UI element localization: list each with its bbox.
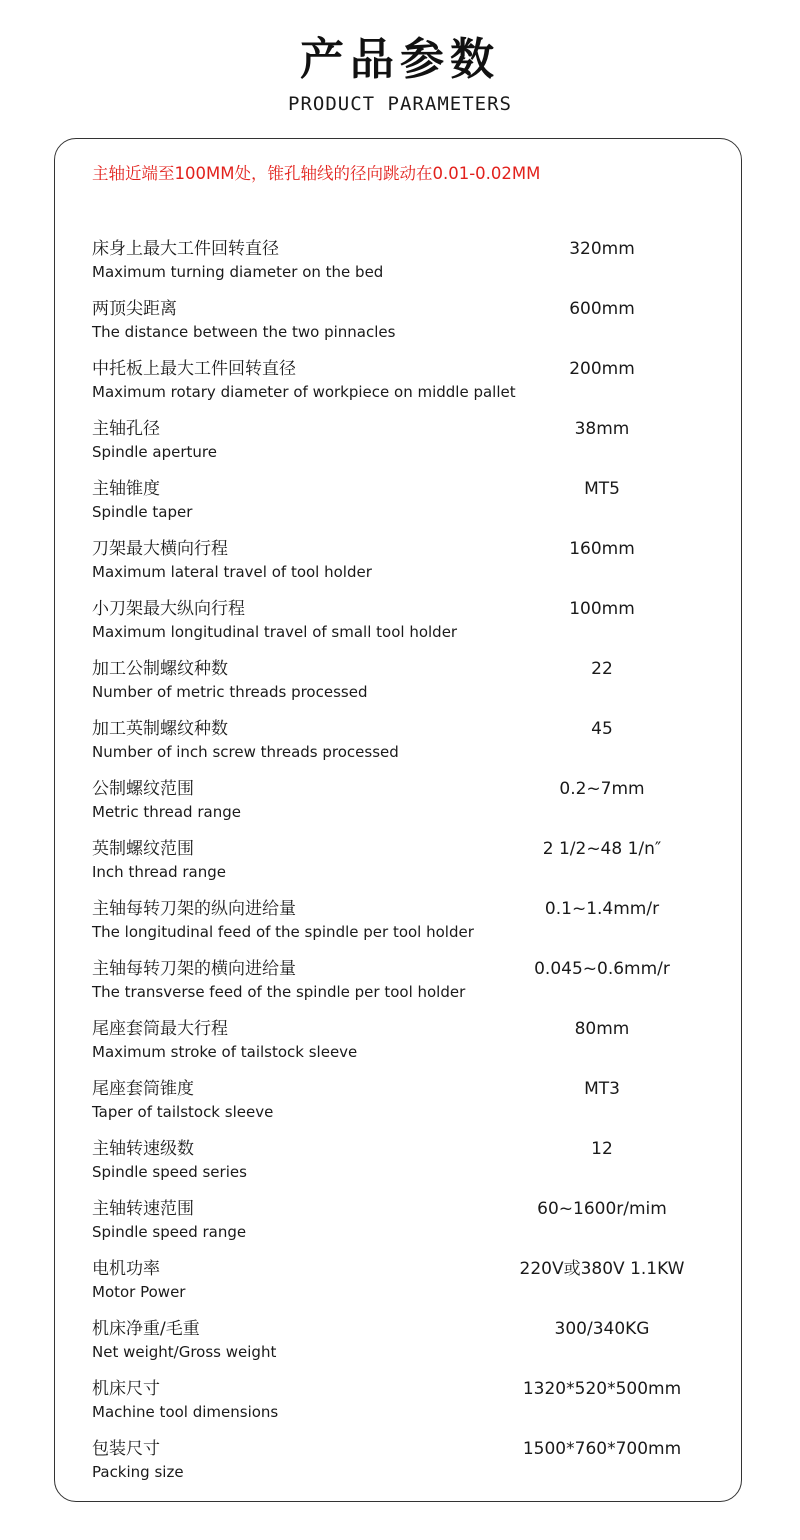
- parameters-list: [92, 236, 712, 1496]
- param-row: [92, 836, 712, 896]
- param-name-en: Maximum turning diameter on the bed: [92, 263, 384, 281]
- page-subtitle: PRODUCT PARAMETERS: [288, 93, 512, 115]
- param-name-cn: 主轴锥度: [92, 479, 160, 499]
- param-row: [92, 1316, 712, 1376]
- param-row: [92, 776, 712, 836]
- param-name-cn: 加工公制螺纹种数: [92, 659, 228, 679]
- param-name-en: Maximum longitudinal travel of small tool holder: [92, 623, 458, 641]
- param-name-cn: 加工英制螺纹种数: [92, 719, 228, 739]
- param-name-en: Number of metric threads processed: [92, 683, 368, 701]
- param-name-en: Maximum rotary diameter of workpiece on middle pallet: [92, 383, 516, 401]
- param-value: 160mm: [569, 539, 635, 559]
- param-row: [92, 896, 712, 956]
- param-row: [92, 1076, 712, 1136]
- param-name-cn: 电机功率: [92, 1259, 160, 1279]
- param-value: 0.2~7mm: [559, 779, 645, 799]
- param-value: 22: [591, 659, 613, 679]
- param-name-en: Maximum stroke of tailstock sleeve: [92, 1043, 358, 1061]
- param-value: 200mm: [569, 359, 635, 379]
- param-name-en: Maximum lateral travel of tool holder: [92, 563, 372, 581]
- param-row: [92, 416, 712, 476]
- param-name-cn: 主轴转速级数: [92, 1139, 194, 1159]
- param-name-cn: 床身上最大工件回转直径: [92, 239, 279, 259]
- param-value: 0.1~1.4mm/r: [544, 899, 660, 919]
- param-row: [92, 596, 712, 656]
- param-row: [92, 236, 712, 296]
- param-row: [92, 1196, 712, 1256]
- param-value: 80mm: [574, 1019, 630, 1039]
- runout-note: 主轴近端至100MM处，锥孔轴线的径向跳动在0.01-0.02MM: [92, 164, 541, 183]
- param-name-cn: 主轴每转刀架的纵向进给量: [92, 899, 296, 919]
- param-name-en: Net weight/Gross weight: [92, 1343, 277, 1361]
- param-name-en: The longitudinal feed of the spindle per tool holder: [92, 923, 474, 941]
- param-row: [92, 1256, 712, 1316]
- param-row: [92, 1136, 712, 1196]
- param-name-en: Motor Power: [92, 1283, 186, 1301]
- param-row: [92, 536, 712, 596]
- param-row: [92, 716, 712, 776]
- param-name-cn: 尾座套筒锥度: [92, 1079, 194, 1099]
- param-value: 12: [591, 1139, 613, 1159]
- param-row: [92, 956, 712, 1016]
- param-name-en: Inch thread range: [92, 863, 227, 881]
- param-name-cn: 机床尺寸: [92, 1379, 160, 1399]
- param-row: [92, 1376, 712, 1436]
- param-value: 38mm: [574, 419, 630, 439]
- param-row: [92, 296, 712, 356]
- param-name-en: Number of inch screw threads processed: [92, 743, 399, 761]
- param-value: MT5: [584, 479, 620, 499]
- param-name-en: The distance between the two pinnacles: [92, 323, 396, 341]
- param-name-cn: 公制螺纹范围: [92, 779, 194, 799]
- param-name-cn: 包装尺寸: [92, 1439, 160, 1459]
- param-row: [92, 356, 712, 416]
- param-value: 1500*760*700mm: [522, 1439, 682, 1459]
- param-name-cn: 主轴每转刀架的横向进给量: [92, 959, 296, 979]
- param-name-en: Spindle speed range: [92, 1223, 247, 1241]
- page-title: 产品参数: [300, 34, 500, 85]
- param-value: 300/340KG: [554, 1319, 650, 1339]
- param-name-cn: 小刀架最大纵向行程: [92, 599, 245, 619]
- param-name-cn: 尾座套筒最大行程: [92, 1019, 228, 1039]
- param-name-en: Taper of tailstock sleeve: [92, 1103, 274, 1121]
- param-name-cn: 主轴转速范围: [92, 1199, 194, 1219]
- param-value: 45: [591, 719, 613, 739]
- param-value: MT3: [584, 1079, 620, 1099]
- param-row: [92, 1016, 712, 1076]
- param-value: 60~1600r/mim: [537, 1199, 667, 1219]
- param-row: [92, 476, 712, 536]
- param-name-cn: 英制螺纹范围: [92, 839, 194, 859]
- param-name-cn: 刀架最大横向行程: [92, 539, 228, 559]
- param-name-en: Machine tool dimensions: [92, 1403, 279, 1421]
- param-value: 2 1/2~48 1/n″: [542, 839, 662, 859]
- param-name-en: Spindle taper: [92, 503, 193, 521]
- param-value: 220V或380V 1.1KW: [519, 1259, 685, 1279]
- param-name-en: Packing size: [92, 1463, 184, 1481]
- param-name-en: Metric thread range: [92, 803, 241, 821]
- param-row: [92, 1436, 712, 1496]
- param-name-cn: 主轴孔径: [92, 419, 160, 439]
- param-name-en: The transverse feed of the spindle per tool holder: [92, 983, 466, 1001]
- param-value: 0.045~0.6mm/r: [534, 959, 670, 979]
- param-name-cn: 机床净重/毛重: [92, 1319, 200, 1339]
- param-value: 100mm: [569, 599, 635, 619]
- param-name-en: Spindle aperture: [92, 443, 217, 461]
- param-name-en: Spindle speed series: [92, 1163, 247, 1181]
- param-value: 320mm: [569, 239, 635, 259]
- param-name-cn: 两顶尖距离: [92, 299, 177, 319]
- param-value: 1320*520*500mm: [522, 1379, 682, 1399]
- param-value: 600mm: [569, 299, 635, 319]
- param-row: [92, 656, 712, 716]
- param-name-cn: 中托板上最大工件回转直径: [92, 359, 296, 379]
